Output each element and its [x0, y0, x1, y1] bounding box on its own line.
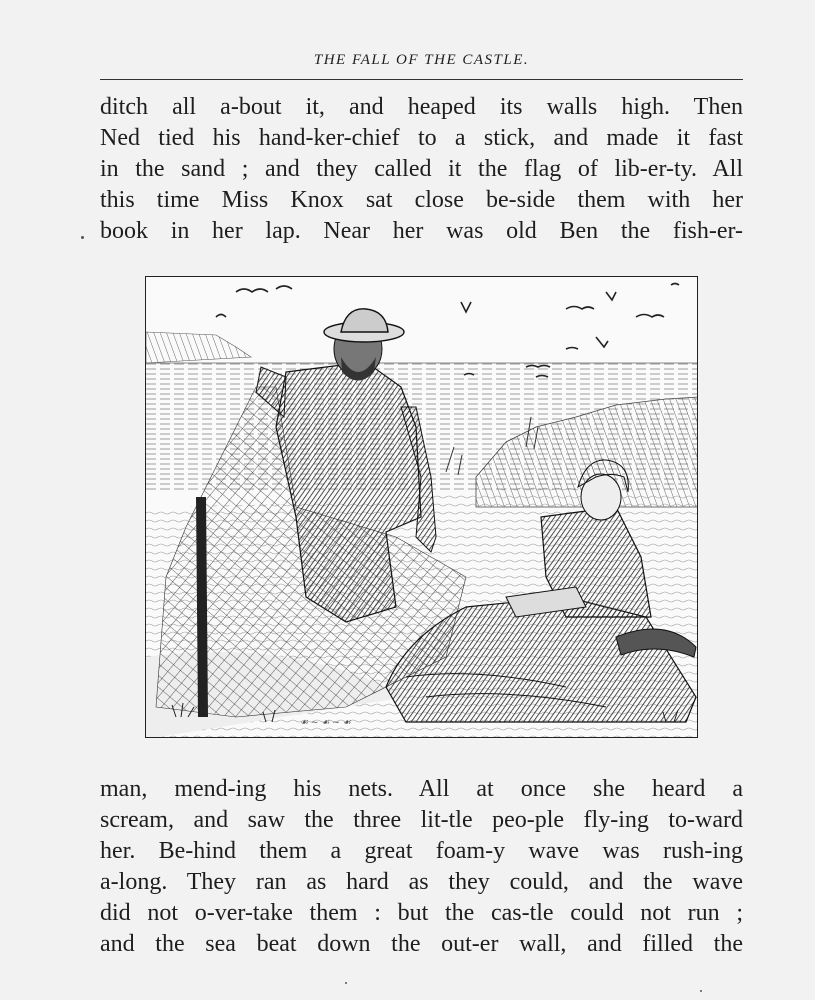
text-line: in the sand ; and they called it the flag of lib-er-ty. All	[100, 156, 743, 182]
text-line: book in her lap. Near her was old Ben the fish-er-	[100, 218, 743, 244]
text-line: did not o-ver-take them : but the cas-tle could not run ;	[100, 900, 743, 926]
text-line: this time Miss Knox sat close be-side them with her	[100, 187, 743, 213]
header-rule	[100, 79, 743, 80]
text-line: and the sea beat down the out-er wall, and filled the	[100, 931, 743, 957]
fisherman-and-lady-engraving	[146, 277, 698, 738]
text-line: scream, and saw the three lit-tle peo-ple fly-ing to-ward	[100, 807, 743, 833]
text-line: her. Be-hind them a great foam-y wave was rush-ing	[100, 838, 743, 864]
text-line: man, mend-ing his nets. All at once she heard a	[100, 776, 743, 802]
running-head: THE FALL OF THE CASTLE.	[313, 52, 530, 68]
paper-speck	[700, 990, 702, 992]
top-paragraph	[100, 92, 743, 247]
paper-speck	[81, 236, 84, 239]
paper-speck	[345, 982, 347, 984]
engraver-signature: ☙ ~ ☙ ~ ☙	[300, 718, 351, 728]
text-line: Ned tied his hand-ker-chief to a stick, and made it fast	[100, 125, 743, 151]
text-line: ditch all a-bout it, and heaped its walls high. Then	[100, 94, 743, 120]
bottom-paragraph	[100, 774, 743, 960]
engraving-illustration	[145, 276, 698, 738]
text-line: a-long. They ran as hard as they could, and the wave	[100, 869, 743, 895]
